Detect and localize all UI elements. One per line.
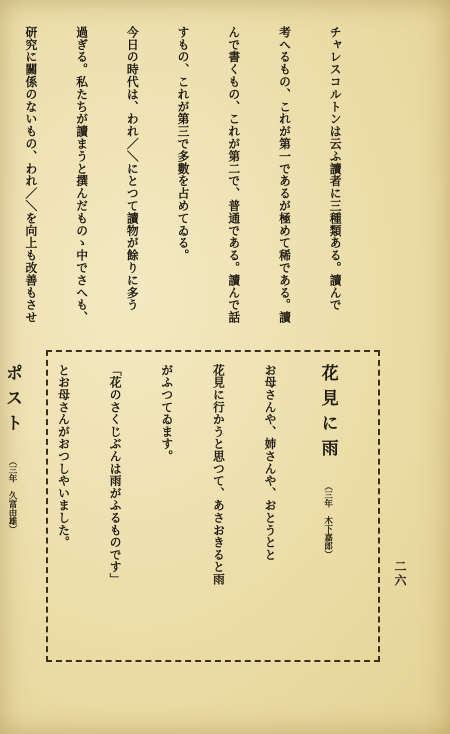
poem-line: とお母さんがおつしやいました。: [56, 364, 71, 549]
poem2-title: [3, 364, 20, 650]
essay-line: すもの、これが第三で多數を占めてゐる。: [176, 26, 191, 262]
poem-title: [317, 364, 338, 650]
poem2-title-text: ポスト: [1, 364, 22, 439]
poem-line: 「花のさくじぶんは雨がふるものです」: [108, 364, 123, 586]
poem-title-text: 花見に雨: [317, 364, 338, 464]
poems-text: [1, 364, 370, 650]
essay-line: 研究に關係のないもの、われ／＼を向上も改善もさせ: [23, 26, 38, 324]
essay-text: [23, 26, 377, 326]
poem-line: 花見に行かうと思つて、あさおきると雨: [211, 364, 226, 586]
essay-line: 過ぎる。私たちが讀まうと撰んだものゝ中でさへも、: [74, 26, 89, 324]
page-number: 二六: [393, 560, 407, 588]
essay-line: んで書くもの、これが第二で、普通である。讀んで話: [226, 26, 241, 324]
poem2-byline: （三年 久富由雄）: [6, 457, 17, 534]
poem-line: お母さんや、姉さんや、おとうとと: [262, 364, 277, 561]
poem-byline: （三年 木下嘉郎）: [322, 482, 333, 559]
essay-line: チャレスコルトンは云ふ讀者に三種類ある。讀んで: [328, 26, 343, 312]
essay-line: 考へるもの、これが第一であるが極めて稀である。讀: [277, 26, 292, 324]
poem-line: がふつてゐます。: [159, 364, 174, 463]
essay-line: 今日の時代は、われ／＼にとつて讀物が餘りに多う: [125, 26, 140, 312]
poems-frame: [1, 350, 380, 662]
